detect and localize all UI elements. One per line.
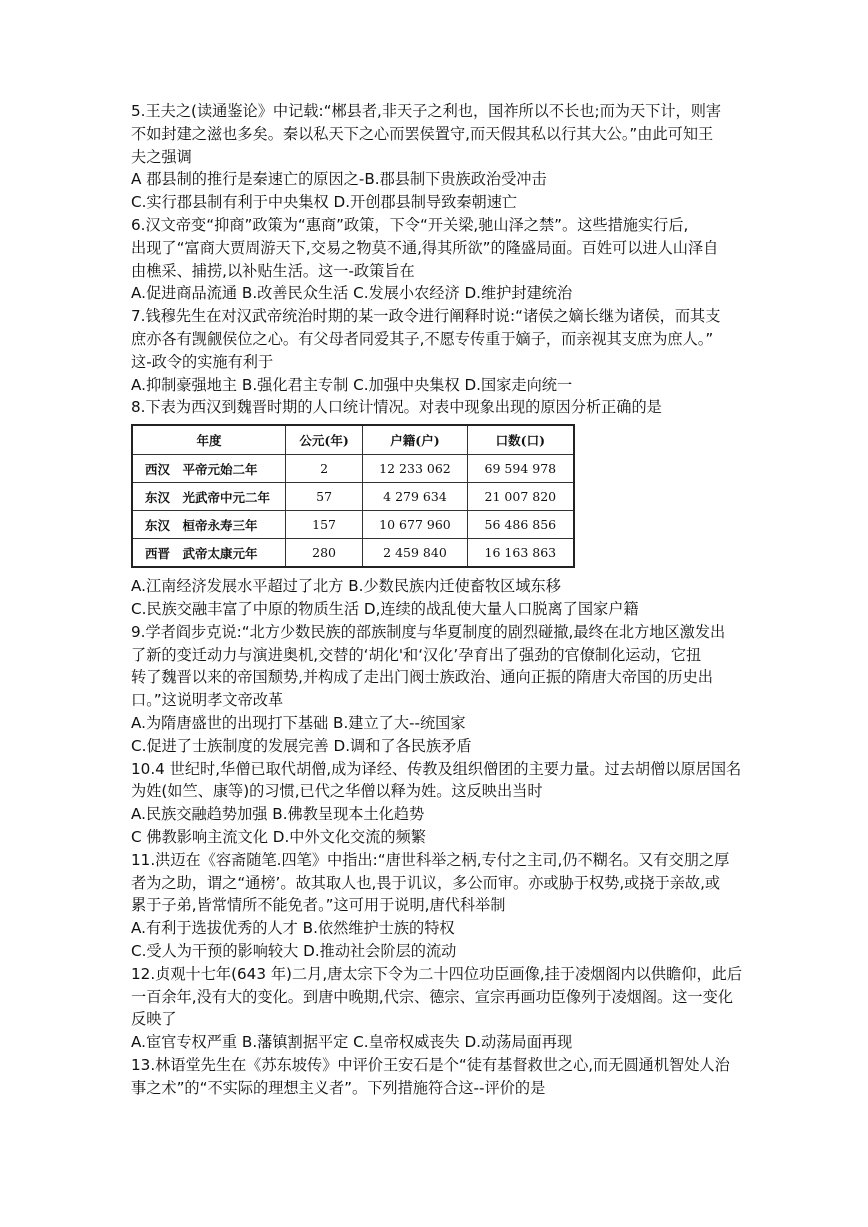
cell-ad: 2 xyxy=(285,455,362,483)
cell-year: 东汉 光武帝中元二年 xyxy=(132,483,285,511)
cell-households: 12 233 062 xyxy=(363,455,467,483)
text-line: 不如封建之滋也多矣。秦以私天下之心而罢侯置守,而天假其私以行其大公。”由此可知王 xyxy=(131,124,714,143)
text-line: A.宦官专权严重 B.藩镇割据平定 C.皇帝权威丧失 D.动荡局面再现 xyxy=(131,1033,573,1052)
table-header-row xyxy=(132,425,574,455)
text-line: C.促进了士族制度的发展完善 D.调和了各民族矛盾 xyxy=(131,736,472,755)
text-line: 者为之助，谓之“通榜’。故其取人也,畏于讥议，多公而审。亦或胁于权势,或挠于亲故,或 xyxy=(131,873,721,892)
cell-population: 21 007 820 xyxy=(467,483,574,511)
table-row xyxy=(132,483,574,511)
text-line: 6.汉文帝变“抑商”政策为“惠商”政策，下令“开关梁,驰山泽之禁”。这些措施实行后, xyxy=(131,215,689,234)
text-line: A.江南经济发展水平超过了北方 B.少数民族内迁使畜牧区域东移 xyxy=(131,577,561,596)
text-line: 转了魏晋以来的帝国颓势,并构成了走出门阀士族政治、通向正振的隋唐大帝国的历史出 xyxy=(131,668,713,687)
text-line: C 佛教影响主流文化 D.中外文化交流的频繁 xyxy=(131,827,426,846)
questions-bottom xyxy=(131,575,741,1099)
text-line: 10.4 世纪时,华僧已取代胡僧,成为译经、传教及组织僧团的主要力量。过去胡僧以原居国名 xyxy=(131,759,742,778)
text-line: 9.学者阎步克说:“北方少数民族的部族制度与华夏制度的剧烈碰撤,最终在北方地区激发出 xyxy=(131,622,726,641)
header-population: 口数(口) xyxy=(467,425,574,455)
cell-households: 10 677 960 xyxy=(363,511,467,539)
text-line: 11.洪迈在《容斋随笔.四笔》中指出:“唐世科举之柄,专付之主司,仍不糊名。又有交朋之厚 xyxy=(131,850,730,869)
text-line: 累于子弟,皆常情所不能免者。”这可用于说明,唐代科举制 xyxy=(131,896,506,915)
cell-ad: 57 xyxy=(285,483,362,511)
text-line: 夫之强调 xyxy=(131,147,192,166)
text-line: C.受人为干预的影响较大 D.推动社会阶层的流动 xyxy=(131,941,457,960)
text-line: 这-政令的实施有利于 xyxy=(131,352,274,371)
text-line: A 郡县制的推行是秦速亡的原因之-B.郡县制下贵族政治受冲击 xyxy=(131,170,547,189)
text-line: 事之术”的“不实际的理想主义者”。下列措施符合这--评价的是 xyxy=(131,1078,546,1097)
text-line: 12.贞观十七年(643 年)二月,唐太宗下令为二十四位功臣画像,挂于凌烟阁内以供瞻仰，此后 xyxy=(131,964,743,983)
text-line: 一百余年,没有大的变化。到唐中晚期,代宗、德宗、宣宗再画功臣像列于凌烟阁。这一变化 xyxy=(131,987,733,1006)
text-line: 为姓(如竺、康等)的习惯,已代之华僧以释为姓。这反映出当时 xyxy=(131,782,543,801)
text-line: 由樵采、捕捞,以补贴生活。这一-政策旨在 xyxy=(131,261,415,280)
table-row xyxy=(132,455,574,483)
cell-population: 69 594 978 xyxy=(467,455,574,483)
text-line: C.民族交融丰富了中原的物质生活 D,连续的战乱使大量人口脱离了国家户籍 xyxy=(131,599,639,618)
header-year: 年度 xyxy=(132,425,285,455)
text-line: A.为隋唐盛世的出现打下基础 B.建立了大--统国家 xyxy=(131,713,466,732)
text-line: A.有利于选拔优秀的人才 B.依然维护士族的特权 xyxy=(131,919,455,938)
exam-page xyxy=(131,100,741,1099)
text-line: 5.王夫之(读通鉴论》中记载:“郴县者,非天子之利也，国祚所以不长也;而为天下计，则害 xyxy=(131,102,722,120)
text-line: A.民族交融趋势加强 B.佛教呈现本土化趋势 xyxy=(131,805,425,824)
cell-year: 东汉 桓帝永寿三年 xyxy=(132,511,285,539)
text-line: 出现了“富商大贾周游天下,交易之物莫不通,得其所欲”的隆盛局面。百姓可以进人山泽自 xyxy=(131,238,719,257)
header-households: 户籍(户) xyxy=(363,425,467,455)
header-ad: 公元(年) xyxy=(285,425,362,455)
cell-population: 16 163 863 xyxy=(467,539,574,568)
cell-ad: 280 xyxy=(285,539,362,568)
text-line: 8.下表为西汉到魏晋时期的人口统计情况。对表中现象出现的原因分析正确的是 xyxy=(131,398,662,417)
population-table xyxy=(131,424,575,568)
text-line: 庶亦各有觊觎侯位之心。有父母者同爱其子,不愿专传重于嫡子，而亲视其支庶为庶人。” xyxy=(131,329,714,348)
table-row xyxy=(132,539,574,568)
text-line: 反映了 xyxy=(131,1010,177,1029)
text-line: A.促进商品流通 B.改善民众生活 C.发展小农经济 D.维护封建统治 xyxy=(131,284,573,303)
cell-year: 西晋 武帝太康元年 xyxy=(132,539,285,568)
table-row xyxy=(132,511,574,539)
text-line: C.实行郡县制有利于中央集权 D.开创郡县制导致秦朝速亡 xyxy=(131,193,518,212)
cell-households: 4 279 634 xyxy=(363,483,467,511)
cell-households: 2 459 840 xyxy=(363,539,467,568)
text-line: 了新的变迁动力与演进奥机,交替的‘胡化'和‘汉化’孕育出了强劲的官僚制化运动，它扭 xyxy=(131,645,702,664)
text-line: 13.林语堂先生在《苏东坡传》中评价王安石是个“徒有基督救世之心,而无圆通机智处人治 xyxy=(131,1055,730,1074)
cell-year: 西汉 平帝元始二年 xyxy=(132,455,285,483)
text-line: A.抑制豪强地主 B.强化君主专制 C.加强中央集权 D.国家走向统一 xyxy=(131,375,573,394)
cell-ad: 157 xyxy=(285,511,362,539)
population-table-wrap xyxy=(131,424,575,568)
questions-top xyxy=(131,100,741,419)
cell-population: 56 486 856 xyxy=(467,511,574,539)
text-line: 口。”这说明孝文帝改革 xyxy=(131,691,284,710)
text-line: 7.钱穆先生在对汉武帝统治时期的某一政令进行阐释时说:“诸侯之嫡长继为诸侯，而其支 xyxy=(131,307,721,326)
